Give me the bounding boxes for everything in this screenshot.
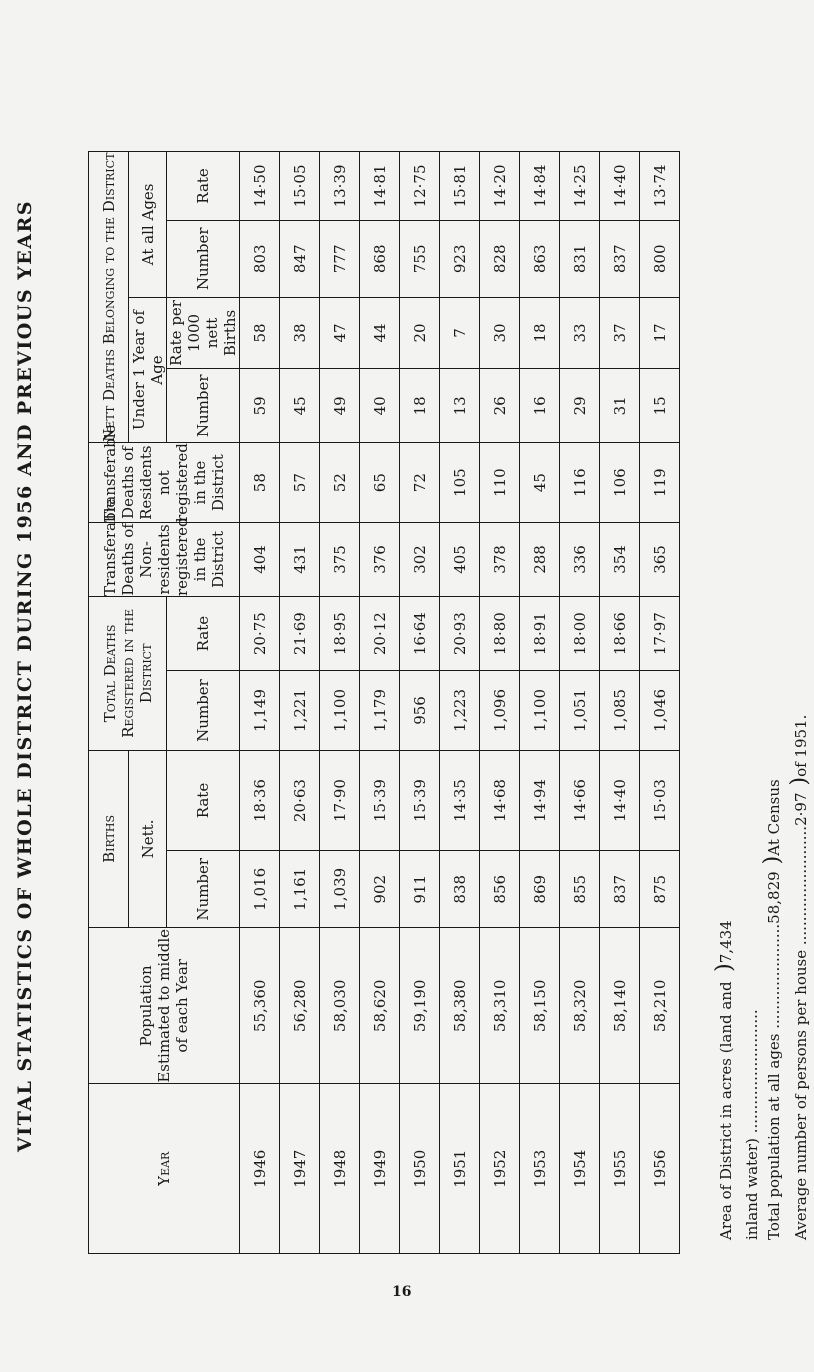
table-row bbox=[600, 83, 640, 1254]
cell-u1-rate: 17 bbox=[640, 297, 680, 369]
cell-u1-rate: 38 bbox=[280, 297, 320, 369]
cell-all-rate: 14·20 bbox=[480, 151, 520, 220]
cell-deaths-rate: 21·69 bbox=[280, 597, 320, 671]
cell-all-number: 868 bbox=[360, 220, 400, 297]
table-row bbox=[400, 83, 440, 1254]
cell-deaths-number: 1,179 bbox=[360, 671, 400, 750]
cell-res: 106 bbox=[600, 443, 640, 522]
cell-population: 58,030 bbox=[320, 928, 360, 1084]
cell-births-number: 902 bbox=[360, 851, 400, 928]
births-number-header: Number bbox=[167, 851, 240, 928]
cell-nonres: 302 bbox=[400, 522, 440, 596]
cell-res: 52 bbox=[320, 443, 360, 522]
cell-all-number: 828 bbox=[480, 220, 520, 297]
births-header: Births bbox=[89, 750, 129, 927]
cell-deaths-rate: 20·93 bbox=[440, 597, 480, 671]
cell-u1-number: 45 bbox=[280, 369, 320, 443]
cell-nonres: 354 bbox=[600, 522, 640, 596]
cell-deaths-number: 1,149 bbox=[240, 671, 280, 750]
nett-deaths-header: Nett Deaths Belonging to the District bbox=[89, 151, 129, 442]
cell-births-rate: 20·63 bbox=[280, 750, 320, 851]
all-ages-rate-header: Rate bbox=[167, 151, 240, 220]
cell-deaths-number: 956 bbox=[400, 671, 440, 750]
cell-year: 1949 bbox=[360, 1084, 400, 1254]
cell-u1-rate: 47 bbox=[320, 297, 360, 369]
cell-all-rate: 14·81 bbox=[360, 151, 400, 220]
cell-births-rate: 15·03 bbox=[640, 750, 680, 851]
cell-u1-number: 29 bbox=[560, 369, 600, 443]
under-1-number-header: Number bbox=[167, 369, 240, 443]
cell-births-number: 837 bbox=[600, 851, 640, 928]
vital-statistics-table bbox=[88, 82, 680, 1254]
cell-year: 1948 bbox=[320, 1084, 360, 1254]
cell-res: 105 bbox=[440, 443, 480, 522]
cell-births-rate: 14·68 bbox=[480, 750, 520, 851]
cell-population: 56,280 bbox=[280, 928, 320, 1084]
cell-population: 55,360 bbox=[240, 928, 280, 1084]
cell-births-rate: 14·66 bbox=[560, 750, 600, 851]
cell-deaths-rate: 20·75 bbox=[240, 597, 280, 671]
cell-u1-rate: 58 bbox=[240, 297, 280, 369]
cell-deaths-rate: 20·12 bbox=[360, 597, 400, 671]
cell-deaths-rate: 18·80 bbox=[480, 597, 520, 671]
cell-all-number: 863 bbox=[520, 220, 560, 297]
cell-nonres: 378 bbox=[480, 522, 520, 596]
cell-u1-number: 49 bbox=[320, 369, 360, 443]
cell-population: 59,190 bbox=[400, 928, 440, 1084]
cell-year: 1953 bbox=[520, 1084, 560, 1254]
cell-all-rate: 15·05 bbox=[280, 151, 320, 220]
cell-deaths-number: 1,051 bbox=[560, 671, 600, 750]
cell-all-number: 803 bbox=[240, 220, 280, 297]
cell-res: 119 bbox=[640, 443, 680, 522]
cell-res: 72 bbox=[400, 443, 440, 522]
cell-u1-number: 15 bbox=[640, 369, 680, 443]
cell-births-number: 856 bbox=[480, 851, 520, 928]
cell-all-number: 777 bbox=[320, 220, 360, 297]
cell-births-number: 911 bbox=[400, 851, 440, 928]
table-row bbox=[520, 83, 560, 1254]
cell-births-rate: 18·36 bbox=[240, 750, 280, 851]
transferable-residents-header: Transferable Deaths of Residents not registered in the District bbox=[89, 443, 240, 522]
cell-all-rate: 14·40 bbox=[600, 151, 640, 220]
cell-year: 1951 bbox=[440, 1084, 480, 1254]
cell-deaths-number: 1,085 bbox=[600, 671, 640, 750]
cell-births-number: 1,039 bbox=[320, 851, 360, 928]
table-row bbox=[280, 83, 320, 1254]
cell-all-number: 800 bbox=[640, 220, 680, 297]
cell-nonres: 365 bbox=[640, 522, 680, 596]
cell-res: 65 bbox=[360, 443, 400, 522]
cell-deaths-number: 1,100 bbox=[520, 671, 560, 750]
population-header: Population Estimated to middle of each Year bbox=[89, 928, 240, 1084]
cell-population: 58,140 bbox=[600, 928, 640, 1084]
population-footnote: Total population at all ages ......................58,829 )At Census Average number of persons per house .........................2·97 )of 1951. bbox=[760, 714, 812, 1240]
cell-births-number: 838 bbox=[440, 851, 480, 928]
cell-deaths-rate: 17·97 bbox=[640, 597, 680, 671]
cell-all-rate: 15·81 bbox=[440, 151, 480, 220]
cell-births-rate: 14·40 bbox=[600, 750, 640, 851]
cell-u1-rate: 18 bbox=[520, 297, 560, 369]
cell-year: 1946 bbox=[240, 1084, 280, 1254]
deaths-number-header: Number bbox=[167, 671, 240, 750]
cell-deaths-number: 1,046 bbox=[640, 671, 680, 750]
cell-u1-number: 31 bbox=[600, 369, 640, 443]
cell-u1-number: 40 bbox=[360, 369, 400, 443]
cell-u1-rate: 37 bbox=[600, 297, 640, 369]
cell-year: 1947 bbox=[280, 1084, 320, 1254]
cell-all-rate: 13·74 bbox=[640, 151, 680, 220]
deaths-rate-header: Rate bbox=[167, 597, 240, 671]
table-row bbox=[560, 83, 600, 1254]
cell-births-rate: 14·35 bbox=[440, 750, 480, 851]
under-1-rate-header: Rate per 1000 nett Births bbox=[167, 297, 240, 369]
cell-deaths-rate: 18·66 bbox=[600, 597, 640, 671]
table-row bbox=[480, 83, 520, 1254]
cell-u1-number: 59 bbox=[240, 369, 280, 443]
cell-all-rate: 14·25 bbox=[560, 151, 600, 220]
cell-deaths-number: 1,221 bbox=[280, 671, 320, 750]
cell-deaths-number: 1,100 bbox=[320, 671, 360, 750]
area-footnote: Area of District in acres (land and )7,434 inland water) .......................... bbox=[712, 920, 761, 1240]
cell-all-number: 847 bbox=[280, 220, 320, 297]
cell-u1-number: 26 bbox=[480, 369, 520, 443]
year-header: Year bbox=[89, 1084, 240, 1254]
cell-all-rate: 14·84 bbox=[520, 151, 560, 220]
cell-u1-rate: 7 bbox=[440, 297, 480, 369]
cell-all-number: 755 bbox=[400, 220, 440, 297]
table-row bbox=[360, 83, 400, 1254]
cell-u1-rate: 33 bbox=[560, 297, 600, 369]
transferable-nonresidents-header: Transferable Deaths of Non-residents registered in the District bbox=[89, 522, 240, 596]
cell-births-number: 869 bbox=[520, 851, 560, 928]
nett-header: Nett. bbox=[129, 750, 167, 927]
page-title: VITAL STATISTICS OF WHOLE DISTRICT DURING 1956 AND PREVIOUS YEARS bbox=[14, 200, 36, 1152]
cell-deaths-rate: 18·95 bbox=[320, 597, 360, 671]
cell-all-rate: 13·39 bbox=[320, 151, 360, 220]
total-deaths-header: Total Deaths Registered in the District bbox=[89, 597, 167, 751]
cell-nonres: 405 bbox=[440, 522, 480, 596]
cell-res: 58 bbox=[240, 443, 280, 522]
cell-res: 45 bbox=[520, 443, 560, 522]
cell-res: 116 bbox=[560, 443, 600, 522]
cell-year: 1955 bbox=[600, 1084, 640, 1254]
cell-res: 110 bbox=[480, 443, 520, 522]
cell-births-rate: 15·39 bbox=[360, 750, 400, 851]
cell-deaths-number: 1,223 bbox=[440, 671, 480, 750]
all-ages-number-header: Number bbox=[167, 220, 240, 297]
cell-all-number: 837 bbox=[600, 220, 640, 297]
cell-u1-rate: 44 bbox=[360, 297, 400, 369]
cell-year: 1956 bbox=[640, 1084, 680, 1254]
cell-nonres: 288 bbox=[520, 522, 560, 596]
cell-births-rate: 14·94 bbox=[520, 750, 560, 851]
cell-nonres: 404 bbox=[240, 522, 280, 596]
cell-births-number: 1,016 bbox=[240, 851, 280, 928]
cell-u1-number: 16 bbox=[520, 369, 560, 443]
cell-births-rate: 15·39 bbox=[400, 750, 440, 851]
cell-births-number: 875 bbox=[640, 851, 680, 928]
births-rate-header: Rate bbox=[167, 750, 240, 851]
table-row bbox=[640, 83, 680, 1254]
cell-all-rate: 12·75 bbox=[400, 151, 440, 220]
cell-deaths-number: 1,096 bbox=[480, 671, 520, 750]
page-number: 16 bbox=[392, 1284, 412, 1300]
cell-population: 58,310 bbox=[480, 928, 520, 1084]
cell-population: 58,620 bbox=[360, 928, 400, 1084]
cell-nonres: 375 bbox=[320, 522, 360, 596]
cell-nonres: 431 bbox=[280, 522, 320, 596]
cell-year: 1950 bbox=[400, 1084, 440, 1254]
cell-population: 58,320 bbox=[560, 928, 600, 1084]
table-row bbox=[320, 83, 360, 1254]
cell-population: 58,380 bbox=[440, 928, 480, 1084]
cell-all-number: 923 bbox=[440, 220, 480, 297]
at-all-ages-header: At all Ages bbox=[129, 151, 167, 297]
cell-u1-number: 13 bbox=[440, 369, 480, 443]
cell-year: 1952 bbox=[480, 1084, 520, 1254]
cell-deaths-rate: 16·64 bbox=[400, 597, 440, 671]
cell-births-rate: 17·90 bbox=[320, 750, 360, 851]
cell-births-number: 855 bbox=[560, 851, 600, 928]
cell-year: 1954 bbox=[560, 1084, 600, 1254]
cell-deaths-rate: 18·91 bbox=[520, 597, 560, 671]
cell-u1-rate: 20 bbox=[400, 297, 440, 369]
cell-all-number: 831 bbox=[560, 220, 600, 297]
table-row bbox=[440, 83, 480, 1254]
cell-nonres: 336 bbox=[560, 522, 600, 596]
cell-u1-number: 18 bbox=[400, 369, 440, 443]
under-1-header: Under 1 Year of Age bbox=[129, 297, 167, 443]
cell-deaths-rate: 18·00 bbox=[560, 597, 600, 671]
cell-population: 58,150 bbox=[520, 928, 560, 1084]
cell-population: 58,210 bbox=[640, 928, 680, 1084]
table-row bbox=[240, 83, 280, 1254]
cell-res: 57 bbox=[280, 443, 320, 522]
cell-births-number: 1,161 bbox=[280, 851, 320, 928]
cell-u1-rate: 30 bbox=[480, 297, 520, 369]
cell-all-rate: 14·50 bbox=[240, 151, 280, 220]
cell-nonres: 376 bbox=[360, 522, 400, 596]
